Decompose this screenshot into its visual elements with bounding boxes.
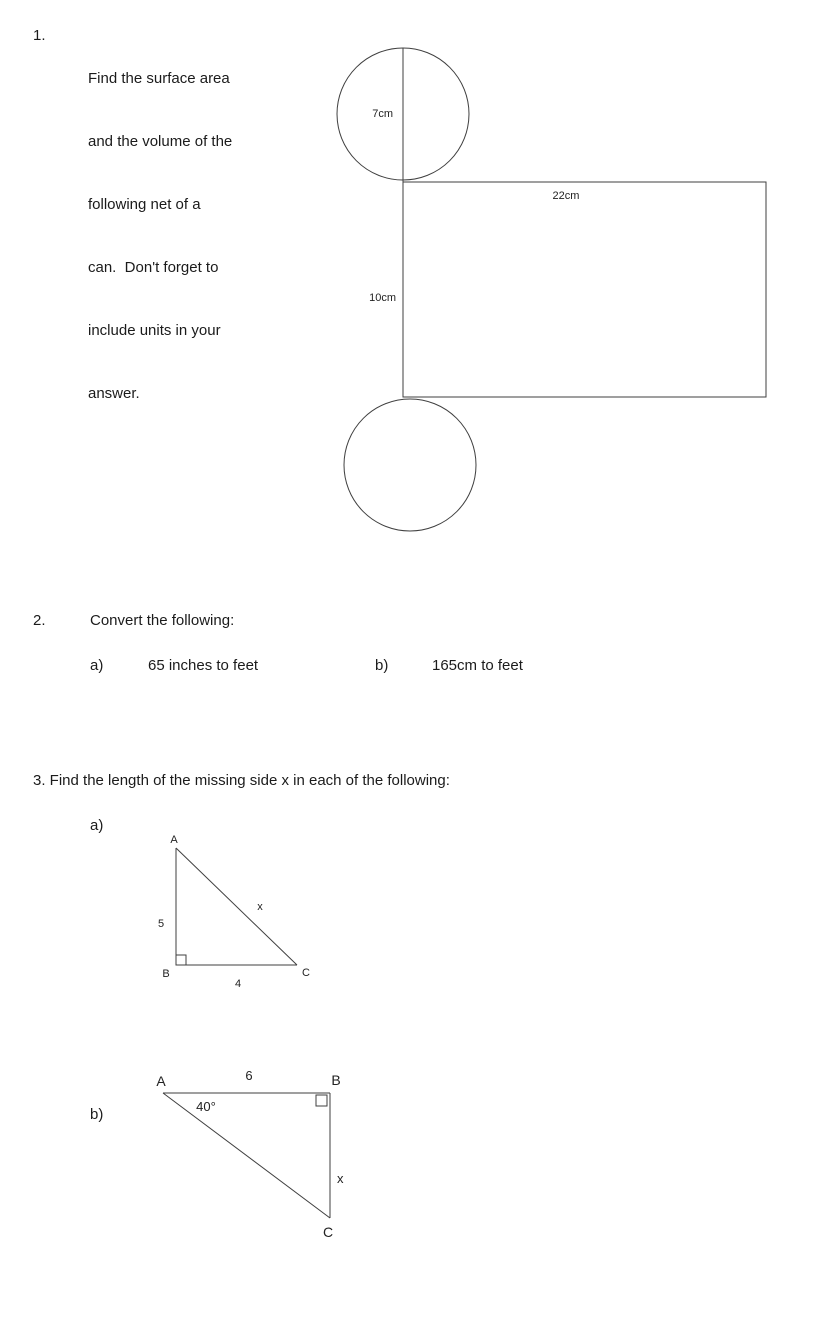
- q2-number: 2.: [33, 612, 46, 629]
- triangle-b-vertex-c: C: [322, 1224, 334, 1240]
- net-rectangle: [403, 182, 766, 397]
- triangle-a-hypotenuse-ac: [176, 848, 297, 965]
- q1-number: 1.: [33, 27, 46, 44]
- q1-prompt-line: Find the surface area: [88, 70, 230, 87]
- net-bottom-circle: [344, 399, 476, 531]
- triangle-b-angle-label: 40°: [196, 1099, 216, 1114]
- triangle-a-diagram: [150, 830, 330, 995]
- triangle-b-right-side-label: x: [337, 1171, 344, 1186]
- triangle-b-vertex-b: B: [331, 1072, 341, 1088]
- q3-prompt: 3. Find the length of the missing side x in each of the following:: [33, 772, 450, 789]
- triangle-b-top-side-label: 6: [245, 1068, 253, 1083]
- q2-part-a-text: 65 inches to feet: [148, 657, 259, 674]
- q2-part-a-label: a): [90, 657, 104, 674]
- q1-prompt-line: answer.: [88, 385, 140, 402]
- cylinder-net-diagram: [0, 0, 828, 570]
- net-radius-label: 7cm: [372, 108, 393, 120]
- triangle-b-right-angle-mark: [316, 1095, 327, 1106]
- q1-prompt-line: and the volume of the: [88, 133, 233, 150]
- triangle-a-vertex-c: C: [302, 967, 310, 979]
- triangle-b-hypotenuse-ac: [163, 1093, 330, 1218]
- q1-prompt-line: following net of a: [88, 196, 201, 213]
- net-length-label: 22cm: [552, 190, 580, 202]
- q2-part-b-label: b): [375, 657, 389, 674]
- triangle-a-vertex-a: A: [170, 834, 178, 846]
- triangle-b-vertex-a: A: [156, 1073, 166, 1089]
- q1-prompt-line: can. Don't forget to: [88, 259, 219, 276]
- q3-part-a-label: a): [90, 817, 104, 834]
- q3-part-b-label: b): [90, 1106, 104, 1123]
- q2-part-b-text: 165cm to feet: [432, 657, 523, 674]
- q2-prompt: Convert the following:: [90, 612, 235, 629]
- triangle-a-vertex-b: B: [162, 968, 170, 980]
- triangle-a-bottom-side-label: 4: [234, 978, 242, 990]
- q1-prompt-line: include units in your: [88, 322, 221, 339]
- triangle-a-hypotenuse-label: x: [257, 901, 263, 913]
- net-height-label: 10cm: [369, 292, 396, 304]
- triangle-a-left-side-label: 5: [157, 918, 165, 930]
- triangle-a-right-angle-mark: [176, 955, 186, 965]
- triangle-b-diagram: [140, 1060, 370, 1250]
